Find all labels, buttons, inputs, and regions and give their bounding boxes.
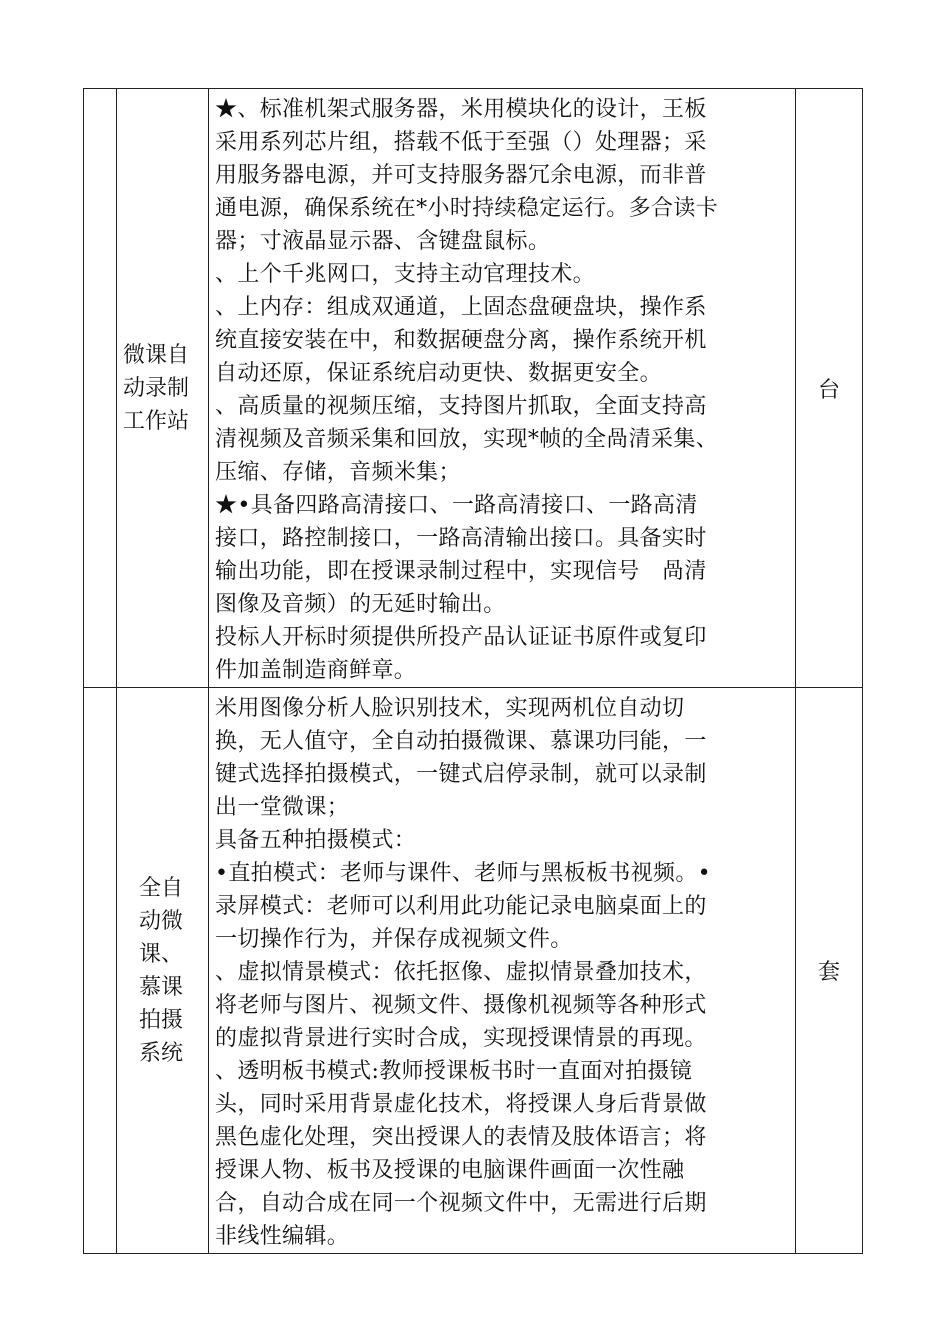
description-line: 器；寸液晶显示器、含键盘鼠标。	[215, 229, 551, 254]
description-line: 非线性编辑。	[215, 1224, 350, 1249]
description-line: 米用图像分析人脸识别技术，实现两机位自动切	[215, 696, 685, 721]
description-line: ★、标准机架式服务器，米用模块化的设计，王板	[215, 97, 707, 122]
product-name-cell	[117, 688, 209, 1254]
description-cell	[209, 688, 796, 1254]
description-text	[209, 688, 795, 1253]
description-line: 统直接安装在中，和数据硬盘分离，操作系统开机	[215, 328, 707, 353]
description-line: 接口，路控制接口，一路高清输出接口。具备实时	[215, 526, 707, 551]
description-text	[209, 89, 795, 687]
description-line: 图像及音频）的无延时输出。	[215, 592, 506, 617]
table-row	[84, 89, 863, 688]
description-line: 投标人开标时须提供所投产品认证证书原件或复印	[215, 625, 707, 650]
description-line: 、上个千兆网口，支持主动官理技术。	[215, 262, 595, 287]
table-row	[84, 688, 863, 1254]
description-line: 录屏模式：老师可以利用此功能记录电脑桌面上的	[215, 894, 707, 919]
description-line: 清视频及音频采集和回放，实现*帧的全咼清采集、	[215, 427, 719, 452]
description-line: 将老师与图片、视频文件、摄像机视频等各种形式	[215, 993, 707, 1018]
description-line: ★•具备四路高清接口、一路高清接口、一路高清	[215, 493, 698, 518]
description-line: 采用系列芯片组，搭载不低于至强（）处理器；采	[215, 130, 707, 155]
unit-cell: 套	[796, 688, 863, 1254]
description-cell	[209, 89, 796, 688]
index-cell	[84, 688, 117, 1254]
description-line: 压缩、存储，音频米集；	[215, 460, 461, 485]
description-line: 授课人物、板书及授课的电脑课件画面一次性融	[215, 1158, 685, 1183]
index-cell	[84, 89, 117, 688]
description-line: 头，同时采用背景虚化技术，将授课人身后背景做	[215, 1092, 707, 1117]
product-name: 全自动微课、慕课拍摄系统	[139, 875, 184, 1066]
description-line: 自动还原，保证系统启动更快、数据更安全。	[215, 361, 663, 386]
description-line: 合，自动合成在同一个视频文件中，无需进行后期	[215, 1191, 707, 1216]
product-name-cell	[117, 89, 209, 688]
product-name: 微课自动录制工作站	[123, 342, 190, 434]
description-line: 件加盖制造商鲜章。	[215, 658, 417, 683]
description-line: 、高质量的视频压缩，支持图片抓取，全面支持高	[215, 394, 707, 419]
description-line: 的虚拟背景进行实时合成，实现授课情景的再现。	[215, 1026, 707, 1051]
description-line: •直拍模式：老师与课件、老师与黑板板书视频。•	[215, 861, 712, 886]
description-line: 、上内存：组成双通道，上固态盘硬盘块，操作系	[215, 295, 707, 320]
description-line: 具备五种拍摄模式：	[215, 828, 417, 853]
description-line: 键式选择拍摄模式，一键式启停录制，就可以录制	[215, 762, 707, 787]
unit-cell: 台	[796, 89, 863, 688]
description-line: 通电源，确保系统在*小时持续稳定运行。多合读卡	[215, 196, 719, 221]
description-line: 用服务器电源，并可支持服务器冗余电源，而非普	[215, 163, 707, 188]
description-line: 、虚拟情景模式：依托抠像、虚拟情景叠加技术，	[215, 960, 707, 985]
spec-table	[83, 88, 863, 1254]
description-line: 一切操作行为，并保存成视频文件。	[215, 927, 573, 952]
description-line: 换，无人值守，全自动拍摄微课、慕课功冃能，一	[215, 729, 707, 754]
description-line: 输出功能，即在授课录制过程中，实现信号 咼清	[215, 559, 707, 584]
description-line: 、透明板书模式:教师授课板书时一直面对拍摄镜	[215, 1059, 693, 1084]
description-line: 出一堂微课；	[215, 795, 350, 820]
description-line: 黑色虚化处理，突出授课人的表情及肢体语言；将	[215, 1125, 707, 1150]
